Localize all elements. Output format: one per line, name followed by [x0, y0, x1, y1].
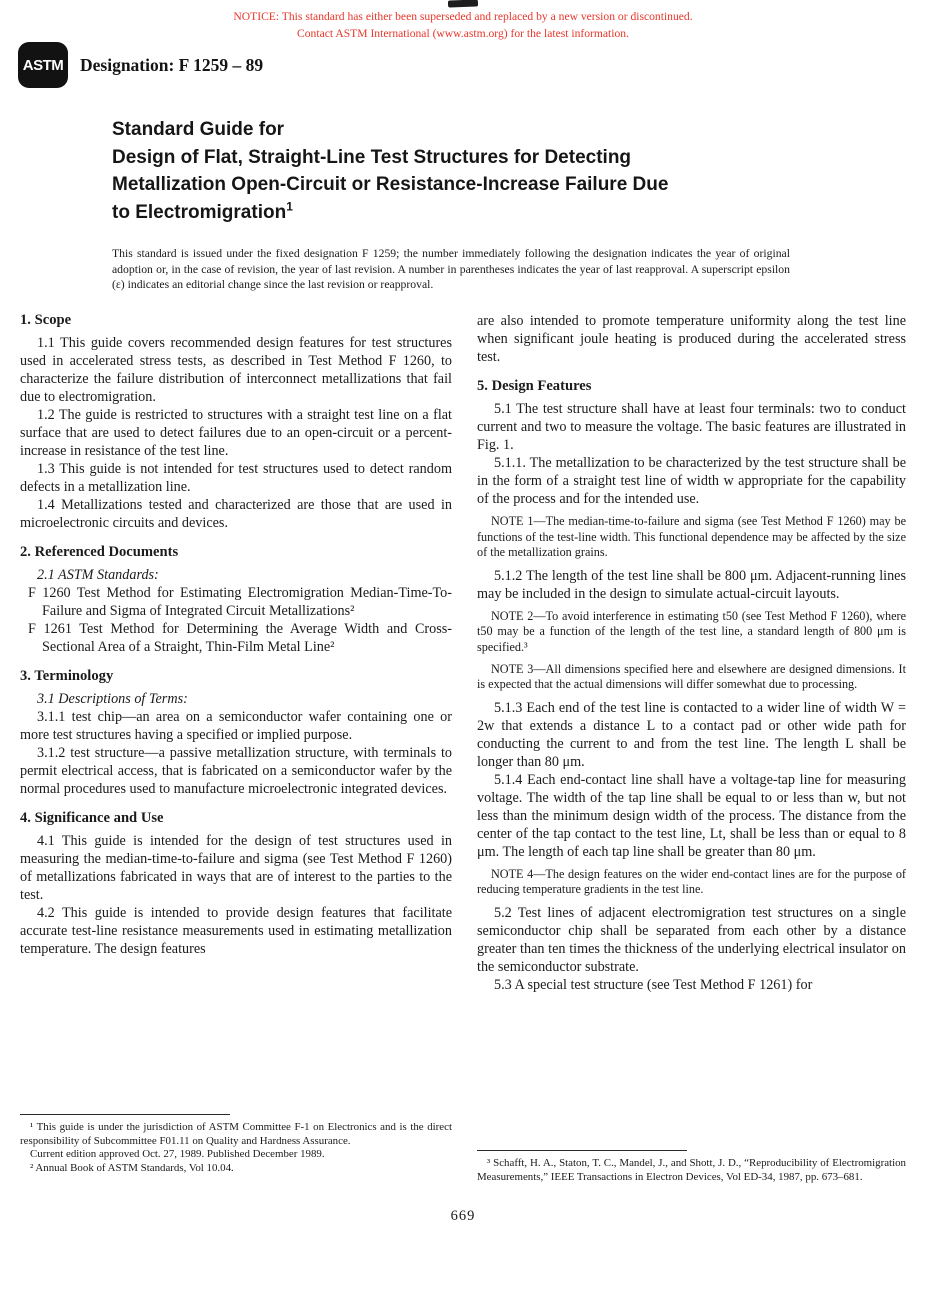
note-4: NOTE 4—The design features on the wider end-contact lines are for the purpose of reducing temperature gradients in the test line. [477, 866, 906, 897]
document-title [112, 116, 832, 226]
title-line-1: Standard Guide for [112, 119, 285, 140]
section-1-heading: 1. Scope [20, 312, 72, 328]
note-2: NOTE 2—To avoid interference in estimating t50 (see Test Method F 1260), where t50 may be a function of the length of the test line, a standard length of 800 μm is specified.³ [477, 608, 906, 654]
title-line-4 [112, 199, 832, 227]
note-1: NOTE 1—The median-time-to-failure and sigma (see Test Method F 1260) may be functions of the test-line width. This functional dependence may be affected by the size of the metallization grains. [477, 514, 906, 560]
astm-logo-text: ASTM [22, 56, 64, 74]
paragraph-3-1-1: 3.1.1 test chip—an area on a semiconductor wafer containing one or more test structures having a specified or implied purpose. [20, 709, 452, 743]
title-footnote-ref: 1 [286, 199, 293, 214]
reference-f1260: F 1260 Test Method for Estimating Electromigration Median-Time-To-Failure and Sigma of Integrated Circuit Metallizations² [28, 585, 452, 619]
left-column [20, 312, 452, 958]
paragraph-5-1-1: 5.1.1. The metallization to be characterized by the test structure shall be in the form of a straight test line of width w appropriate for the capability of the process and for the intended use. [477, 455, 906, 507]
title-line-4-text: to Electromigration [112, 201, 287, 223]
paragraph-1-1: 1.1 This guide covers recommended design features for test structures used in accelerated stress tests, as described in Test Method F 1260, to characterize the failure distribution of interconnect metallizations that fail due to electromigration. [20, 335, 452, 405]
paragraph-1-4: 1.4 Metallizations tested and characterized are those that are used in microelectronic circuits and devices. [20, 497, 452, 531]
paragraph-5-1-3: 5.1.3 Each end of the test line is contacted to a wider line of width W = 2w that extends a distance L to a contact pad or other wide path for conducting the current to and from the test line. The length L shall be longer than 80 μm. [477, 699, 906, 770]
right-column [477, 312, 906, 994]
footnote-3: ³ Schafft, H. A., Staton, T. C., Mandel, J., and Shott, J. D., “Reproducibility of Electromigration Measurements,” IEEE Transactions in Electron Devices, Vol ED-34, 1987, pp. 673–681. [477, 1157, 906, 1183]
footnote-rule-left [20, 1114, 230, 1115]
paragraph-4-1: 4.1 This guide is intended for the design of test structures used in measuring the median-time-to-failure and sigma (see Test Method F 1260) of metallizations fabricated in ways that are of interest to the parties to the test. [20, 833, 452, 903]
paragraph-5-2: 5.2 Test lines of adjacent electromigration test structures on a single semiconductor chip shall be separated from each other by a distance greater than ten times the thickness of the underlying electrical insulator on the semiconductor substrate. [477, 904, 906, 975]
astm-logo [18, 42, 68, 88]
issued-statement: This standard is issued under the fixed designation F 1259; the number immediately following the designation indicates the year of original adoption or, in the case of revision, the year of last revision. A number in parentheses indicates the year of last reapproval. A superscript epsilon (ε) indicates an editorial change since the last revision or reapproval. [112, 247, 790, 292]
footnote-2: ² Annual Book of ASTM Standards, Vol 10.04. [30, 1161, 234, 1174]
paragraph-5-3: 5.3 A special test structure (see Test Method F 1261) for [494, 976, 813, 993]
left-footnotes [20, 1114, 452, 1175]
paragraph-5-1-2: 5.1.2 The length of the test line shall be 800 μm. Adjacent-running lines may be included in the design to simulate actual-circuit layouts. [477, 567, 906, 602]
paragraph-5-1: 5.1 The test structure shall have at least four terminals: two to conduct current and two to measure the voltage. The basic features are illustrated in Fig. 1. [477, 401, 906, 453]
footnote-current-edition: Current edition approved Oct. 27, 1989. Published December 1989. [30, 1148, 325, 1161]
title-line-2: Design of Flat, Straight-Line Test Structures for Detecting [112, 146, 632, 168]
title-line-3: Metallization Open-Circuit or Resistance-Increase Failure Due [112, 174, 669, 195]
notice-line-1: NOTICE: This standard has either been superseded and replaced by a new version or discontinued. [233, 10, 693, 23]
footnote-1: ¹ This guide is under the jurisdiction of ASTM Committee F-1 on Electronics and is the direct responsibility of Subcommittee F01.11 on Quality and Hardness Assurance. [20, 1121, 452, 1147]
paragraph-2-1: 2.1 ASTM Standards: [37, 567, 159, 583]
paragraph-3-1-2: 3.1.2 test structure—a passive metallization structure, with terminals to permit electrical access, that is fabricated on a semiconductor wafer by the normal procedures used to manufacture microelectronic integrated devices. [20, 745, 452, 797]
section-3-heading: 3. Terminology [20, 668, 114, 684]
designation-heading: Designation: F 1259 – 89 [80, 55, 264, 75]
note-3: NOTE 3—All dimensions specified here and elsewhere are designed dimensions. It is expected that the actual dimensions will differ somewhat due to processing. [477, 661, 906, 692]
paragraph-5-1-4: 5.1.4 Each end-contact line shall have a voltage-tap line for measuring voltage. The width of the tap line shall be equal to or less than w, but not less than the minimum design width of the process. The distance from the center of the tap contact to the test line, Lt, shall be less than or equal to 8 μm. The length of each tap line shall be greater than 80 μm. [477, 771, 906, 860]
reference-f1261: F 1261 Test Method for Determining the Average Width and Cross-Sectional Area of a Straight, Thin-Film Metal Line² [28, 621, 452, 655]
footnote-rule-right [477, 1150, 687, 1151]
paragraph-1-3: 1.3 This guide is not intended for test structures used to detect random defects in a metallization line. [20, 461, 452, 495]
paragraph-4-2-continuation: are also intended to promote temperature uniformity along the test line when significant joule heating is produced during the accelerated stress test. [477, 313, 906, 365]
section-4-heading: 4. Significance and Use [20, 810, 164, 826]
page-number: 669 [450, 1208, 476, 1224]
section-5-heading: 5. Design Features [477, 378, 592, 394]
right-footnotes [477, 1150, 906, 1184]
paragraph-3-1: 3.1 Descriptions of Terms: [37, 691, 188, 707]
notice-line-2: Contact ASTM International (www.astm.org) for the latest information. [297, 26, 629, 40]
paragraph-1-2: 1.2 The guide is restricted to structures with a straight test line on a flat surface that are used to detect failures due to an open-circuit or a percent-increase in resistance of the test line. [20, 407, 452, 459]
paragraph-4-2: 4.2 This guide is intended to provide design features that facilitate accurate test-line resistance measurements used in estimating metallization temperature. The design features [20, 905, 452, 957]
supersession-notice [0, 9, 926, 43]
scan-artifact [448, 0, 478, 8]
section-2-heading: 2. Referenced Documents [20, 544, 179, 560]
